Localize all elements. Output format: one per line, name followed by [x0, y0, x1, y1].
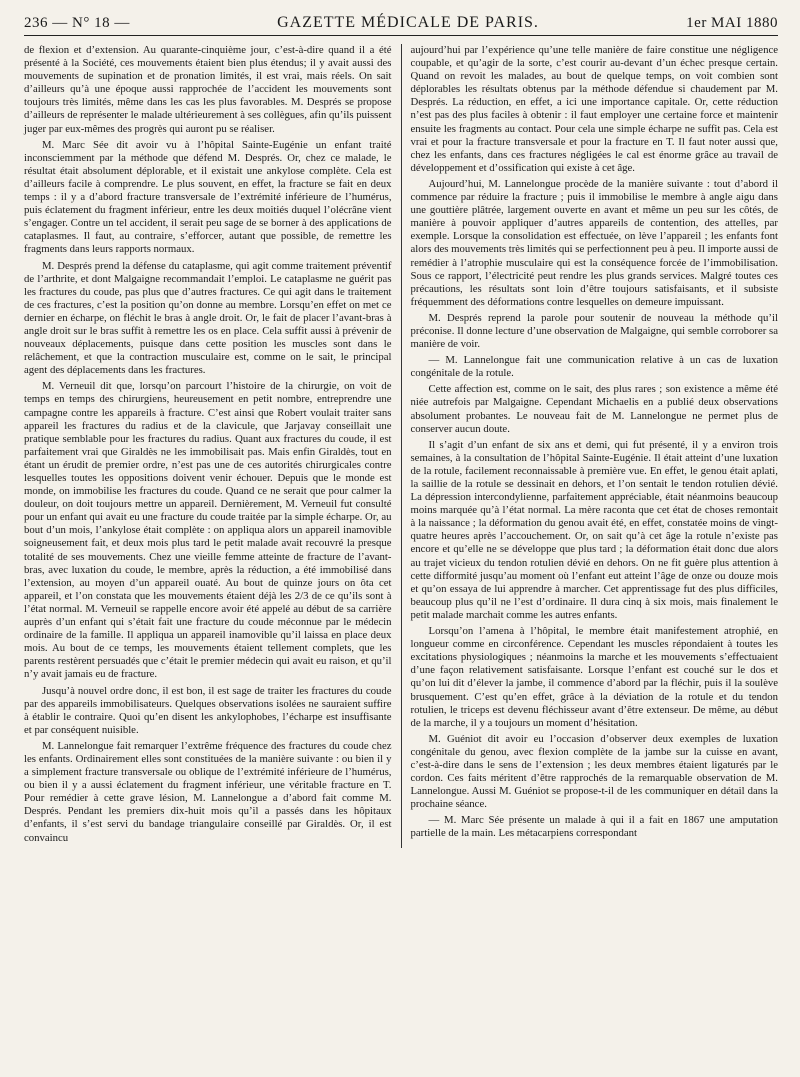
- paragraph: M. Lannelongue fait remarquer l’extrême fréquence des fractures du coude chez les enfants. Ordinairement elles sont constituées de la manière suivante : ou bien il y a simplement fracture transversale ou oblique de l’extrémité inférieure de l’humérus, ou bien il y a aussi éclatement du fragment inférieur, une véritable fracture en T. Pour remédier à cette grave lésion, M. Lannelongue a d’abord fait comme M. Després. Pendant les premiers dix-huit mois qu’il a passés dans les hôpitaux d’enfants, il s’est servi du bandage triangulaire conseillé par Giraldès. Or, il est convaincu: [24, 739, 392, 844]
- paragraph: M. Guéniot dit avoir eu l’occasion d’observer deux exemples de luxation congénitale du genou, avec flexion complète de la jambe sur la cuisse en avant, c’est-à-dire dans le sens de l’extension ; les deux membres étaient ligaturés par le cordon. Ces faits méritent d’être rapprochés de la remarquable observation de M. Lannelongue. Aussi M. Guéniot se propose-t-il de les communiquer en détail dans la prochaine séance.: [410, 732, 778, 811]
- paragraph: Il s’agit d’un enfant de six ans et demi, qui fut présenté, il y a environ trois semaines, à la consultation de l’hôpital Sainte-Eugénie. Il était atteint d’une luxation de la rotule, facilement reconnaissable à première vue. En effet, le genou était aplati, la saillie de la rotule se dessinait en dehors, et l’on sentait le tendon rotulien dévié. La dépression intercondylienne, parfaitement appréciable, était néanmoins beaucoup moins marquée qu’à l’état normal. La mère raconta que cet état de choses remontait à la naissance ; la déformation du genou avait été, en effet, constatée moins de vingt-quatre heures après l’accouchement. Or, on sait qu’à cet âge la rotule n’existe pas encore et qu’elle ne se développe que plus tard ; la déformation était donc due alors au trajet vicieux du tendon rotulien dévié en dehors. On ne fit guère plus attention à cette difformité jusqu’au moment où l’enfant eut atteint l’âge de onze ou douze mois et qu’on essaya de lui apprendre à marcher. Cet apprentissage fut des plus difficiles, beaucoup plus qu’il ne l’est d’ordinaire. Il dura cinq à six mois, mais finalement le petit malade marchait comme les autres enfants.: [410, 438, 778, 621]
- paragraph: Aujourd’hui, M. Lannelongue procède de la manière suivante : tout d’abord il commence par réduire la fracture ; puis il immobilise le membre à angle aigu dans une gouttière plâtrée, largement ouverte en avant et même un peu sur les côtés, de manière à pouvoir appliquer d’autres appareils de contention, des attelles, par exemple. Lorsque la consolidation est effectuée, on lève l’appareil ; les enfants font alors des mouvements très limités qui se perfectionnent peu à peu. Il importe aussi de remédier à l’atrophie musculaire qui est la conséquence forcée de l’immobilisation. Sous ce rapport, l’électricité peut rendre les plus grands services. Malgré toutes ces précautions, les résultats sont loin d’être toujours satisfaisants, et il subsiste fréquemment des déformations contre lesquelles on demeure impuissant.: [410, 177, 778, 308]
- paragraph: aujourd’hui par l’expérience qu’une telle manière de faire constitue une négligence coupable, et qu’agir de la sorte, c’est courir au-devant d’un échec presque certain. Quand on revoit les malades, au bout de quelque temps, on voit combien sont déplorables les résultats obtenus par la méthode défendue si chaudement par M. Després. La réduction, en effet, a ici une importance capitale. Or, cette réduction n’est pas des plus faciles à obtenir : il faut employer une certaine force et maintenir ensuite les fragments au contact. Pour cela une simple écharpe ne suffit pas. Cela est vrai et pour la fracture transversale et pour la fracture en T. Il faut noter aussi que, chez les enfants, dans ces fractures négligées le cal est énorme grâce au travail de développement et d’ossification qui existe à cet âge.: [410, 44, 778, 174]
- paragraph: Cette affection est, comme on le sait, des plus rares ; son existence a même été niée autrefois par Malgaigne. Cependant Michaelis en a publié deux observations absolument probantes. Le nouveau fait de M. Lannelongue ne permet plus de conserver aucun doute.: [410, 383, 778, 435]
- page-header: [24, 14, 778, 36]
- left-column: [24, 44, 402, 848]
- paragraph: M. Marc Sée dit avoir vu à l’hôpital Sainte-Eugénie un enfant traité inconsciemment par la méthode que défend M. Després. Or, chez ce malade, le résultat était absolument déplorable, et il existait une ankylose complète. Cela est d’ailleurs facile à comprendre. Le plus souvent, en effet, la fracture se fait en deux temps : il y a d’abord fracture transversale de l’extrémité inférieure de l’humérus, puis éclatement du fragment inférieur, entre les deux moitiés duquel l’olécrâne vient s’engager. Contre un tel accident, il serait peu sage de se borner à des applications de cataplasmes. Il faut, au contraire, s’efforcer, autant que possible, de remettre les fragments dans leurs rapports normaux.: [24, 138, 392, 256]
- paragraph: M. Després prend la défense du cataplasme, qui agit comme traitement préventif de l’arthrite, et dont Malgaigne recommandait l’emploi. Le cataplasme ne guérit pas les fractures du coude, pas plus que d’autres fractures. Ce qui agit dans le traitement de ces fractures, c’est la position qu’on donne au membre. Lorsqu’en effet on met ce dernier en écharpe, on fléchit le bras à angle droit. Or, le fait de placer l’avant-bras à angle droit sur le bras suffit à remettre les os en place. Cela suffit aussi à prévenir de nouveaux déplacements, puisque dans cette position les muscles sont dans le relâchement, et que la contraction musculaire est, comme on le sait, le principal agent des déplacements dans les fractures.: [24, 259, 392, 377]
- text-columns: [24, 44, 778, 848]
- journal-title: GAZETTE MÉDICALE DE PARIS.: [277, 14, 539, 31]
- paragraph: Jusqu’à nouvel ordre donc, il est bon, il est sage de traiter les fractures du coude par des appareils immobilisateurs. Quelques observations isolées ne sauraient suffire à établir le contraire. Quoi qu’en disent les ankylophobes, l’écharpe est insuffisante et par conséquent nuisible.: [24, 684, 392, 736]
- issue-date: 1er MAI 1880: [686, 15, 778, 31]
- paragraph: de flexion et d’extension. Au quarante-cinquième jour, c’est-à-dire quand il a été présenté à la Société, ces mouvements étaient bien plus étendus; il y avait aussi des mouvements de supination et de pronation limités, il est vrai, mais réels. On sait d’ailleurs qu’à une époque aussi rapprochée de l’accident les mouvements sont toujours très limités, même dans les cas les plus favorables. M. Després se propose d’ailleurs de représenter le malade ultérieurement à ses collègues, afin qu’ils puissent juger par eux-mêmes des progrès qui auront pu se réaliser.: [24, 44, 392, 135]
- paragraph: M. Després reprend la parole pour soutenir de nouveau la méthode qu’il préconise. Il donne lecture d’une observation de Malgaigne, qui semble corroborer sa manière de voir.: [410, 311, 778, 351]
- right-column: [402, 44, 779, 848]
- paragraph: — M. Marc Sée présente un malade à qui il a fait en 1867 une amputation partielle de la main. Les métacarpiens correspondant: [410, 814, 778, 840]
- page-number-issue: 236 — N° 18 —: [24, 15, 130, 31]
- paragraph: M. Verneuil dit que, lorsqu’on parcourt l’histoire de la chirurgie, on voit de temps en temps des chirurgiens, heureusement en petit nombre, entreprendre une campagne contre les appareils à fracture. C’est ainsi que Robert voulait traiter sans appareil les fractures du radius et de la clavicule, que Jarjavay conseillait une pratique semblable pour les fractures du radius. Quant aux fractures du coude, il est parfaitement vrai que Giraldès ne les immobilisait pas. Mais enfin Giraldès, tout en étant un érudit de premier ordre, n’est pas une de ces autorités chirurgicales contre lesquelles toutes les oppositions doivent venir échouer. Depuis que le monde est monde, on immobilise les fractures du coude. Quand ce ne serait que pour calmer la douleur, on doit toujours mettre un appareil. Dernièrement, M. Verneuil fut consulté pour un enfant qui avait eu une fracture du coude traitée par la simple écharpe. Or, au bout d’un mois, l’ankylose était complète : on appliqua alors un appareil inamovible soigneusement fait, et deux mois plus tard le petit malade avait recouvré la presque totalité de ses mouvements. Chez une vieille femme atteinte de fracture de l’avant-bras, avec luxation du coude, le membre, après la réduction, a été immobilisé dans l’extension, au moyen d’un appareil ouaté. Au bout de quinze jours on ôta cet appareil, et l’on constata que les mouvements étaient déjà les 2/3 de ce qu’ils sont à l’état normal. M. Verneuil se rappelle encore avoir été appelé au début de sa carrière auprès d’un enfant qui s’était fait une fracture du coude méconnue par le médecin ordinaire de la famille. Il appliqua un appareil inamovible qu’il laissa en place deux mois. Au bout de ce temps, les mouvements étaient tellement complets, que les parents restèrent persuadés que c’était le premier médecin qui avait eu raison, et qu’il n’y avait jamais eu de fracture.: [24, 380, 392, 681]
- paragraph: Lorsqu’on l’amena à l’hôpital, le membre était manifestement atrophié, en longueur comme en circonférence. Cependant les muscles répondaient à toutes les excitations physiologiques ; néanmoins la marche et les mouvements s’effectuaient d’une façon relativement satisfaisante. Lorsque l’enfant est couché sur le dos et qu’on lui dit d’élever la jambe, il commence d’abord par la fléchir, puis il la soulève brusquement. C’est qu’en effet, grâce à la déviation de la rotule et du tendon rotulien, le triceps est devenu fléchisseur avant d’être extenseur. De même, au début de la marche, il y a toujours un moment d’hésitation.: [410, 625, 778, 729]
- paragraph: — M. Lannelongue fait une communication relative à un cas de luxation congénitale de la rotule.: [410, 354, 778, 380]
